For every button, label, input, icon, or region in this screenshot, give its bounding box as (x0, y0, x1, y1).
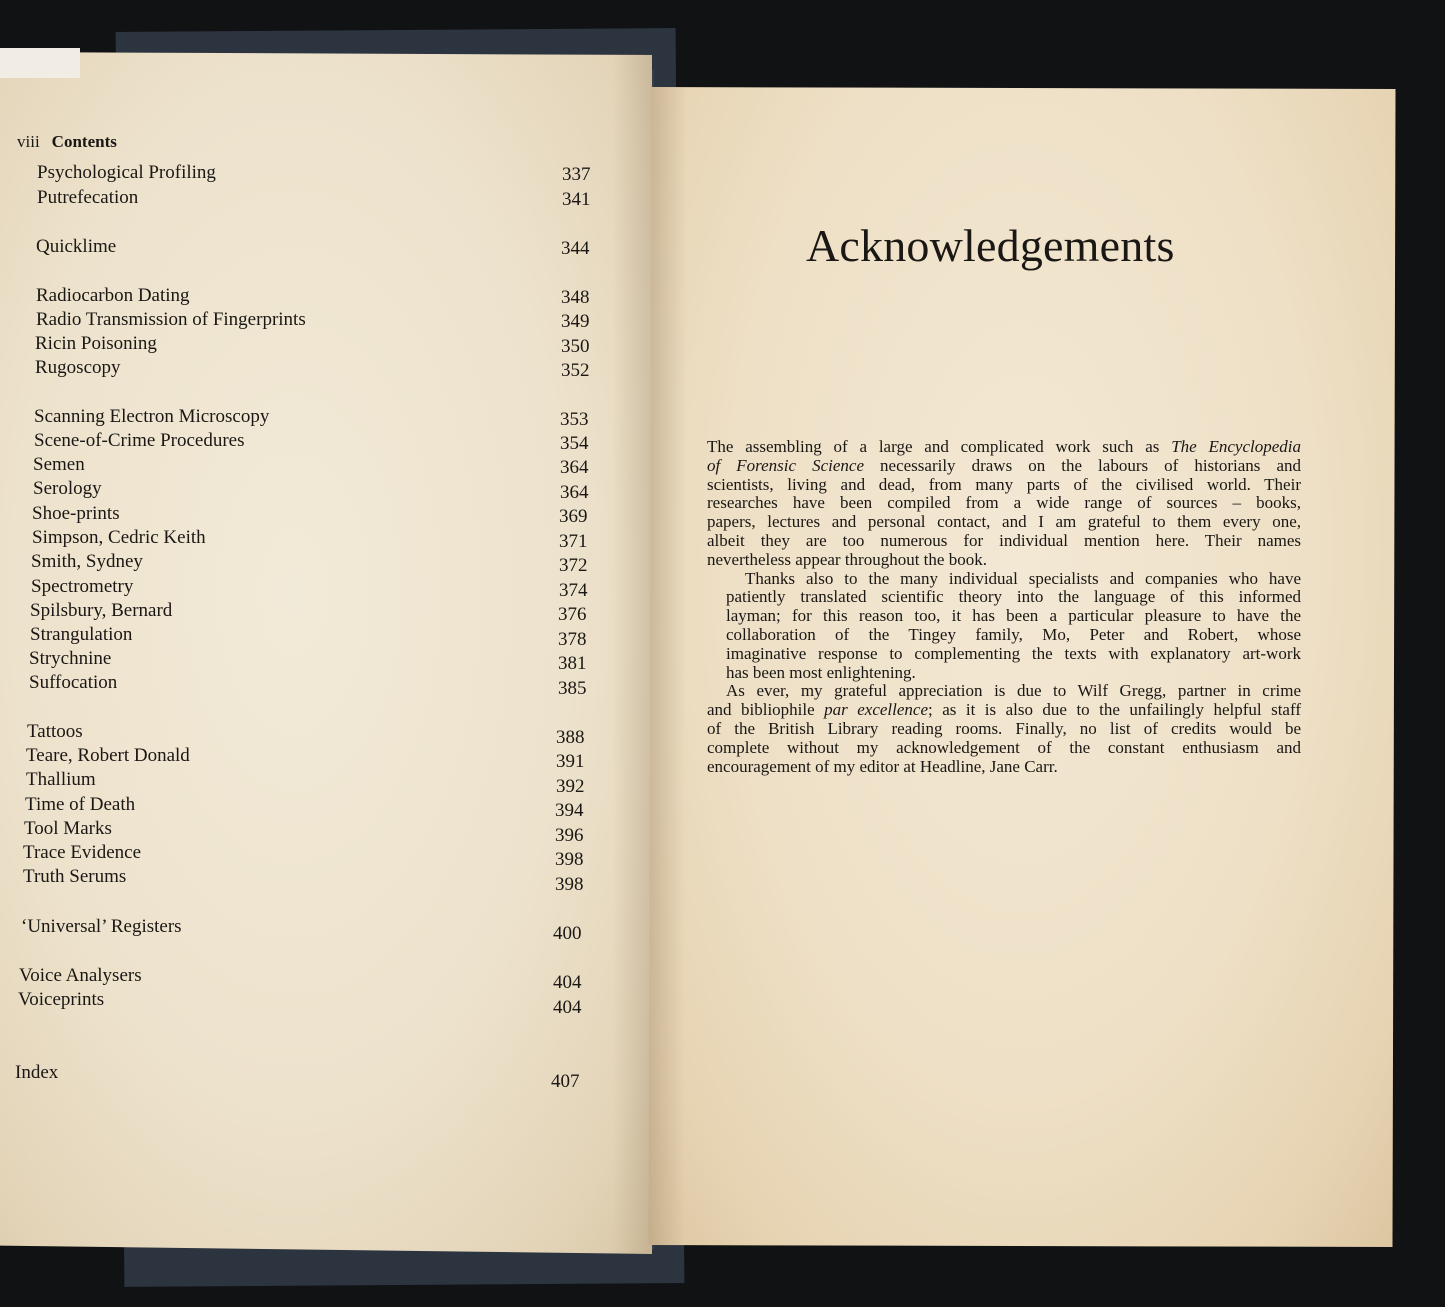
running-head-title: Contents (51, 132, 117, 151)
toc-entry-page-number: 385 (558, 678, 587, 699)
toc-entry-page-number: 394 (555, 800, 584, 821)
toc-entry-page-number: 348 (561, 287, 590, 308)
loose-sheet-corner (0, 48, 80, 78)
toc-entry-title: Shoe-prints (32, 503, 120, 524)
italic-phrase: par excellence (824, 700, 929, 720)
toc-entry-page-number: 407 (551, 1071, 580, 1092)
text-line: albeit they are too numerous for individual mention here. Their names (707, 530, 1301, 550)
toc-entry-page-number: 388 (556, 727, 585, 748)
toc-entry-title: Truth Serums (23, 866, 127, 887)
toc-entry-title: Voiceprints (18, 989, 105, 1010)
text-line: of the British Library reading rooms. Finally, no list of credits would be (707, 718, 1301, 738)
toc-entry-page-number: 381 (558, 653, 587, 674)
toc-entry-title: Serology (33, 478, 102, 499)
toc-entry-page-number: 369 (559, 506, 588, 527)
text-line: encouragement of my editor at Headline, Jane Carr. (707, 756, 1058, 776)
text-line: ; as it is also due to the unfailingly helpful staff (928, 700, 1301, 720)
toc-entry-title: Scene-of-Crime Procedures (34, 430, 245, 451)
toc-entry-title: ‘Universal’ Registers (21, 916, 182, 937)
toc-entry-page-number: 376 (558, 604, 587, 625)
toc-entry-title: Spilsbury, Bernard (30, 600, 173, 621)
toc-entry-page-number: 337 (562, 164, 591, 185)
text-line: and bibliophile (707, 700, 825, 720)
acknowledgements-text (707, 438, 1301, 776)
text-line: imaginative response to complementing the texts with explanatory art-work (726, 643, 1301, 663)
text-line: Thanks also to the many individual specialists and companies who have (745, 568, 1301, 588)
toc-entry-page-number: 350 (561, 336, 590, 357)
paragraph (707, 570, 1301, 683)
toc-entry-title: Strychnine (29, 648, 112, 669)
toc-entry-title: Trace Evidence (23, 842, 141, 863)
toc-entry-title: Tool Marks (24, 818, 112, 839)
toc-entry-title: Thallium (26, 769, 96, 790)
text-line: nevertheless appear throughout the book. (707, 549, 987, 569)
toc-entry-title: Putrefecation (37, 187, 139, 208)
running-head (17, 132, 117, 152)
toc-entry-page-number: 391 (556, 751, 585, 772)
toc-entry-page-number: 372 (559, 555, 588, 576)
toc-entry-title: Radio Transmission of Fingerprints (36, 309, 306, 330)
text-line: layman; for this reason too, it has been a particular pleasure to have the (726, 606, 1301, 626)
toc-entry-page-number: 364 (560, 482, 589, 503)
text-line: necessarily draws on the labours of historians and (864, 455, 1301, 475)
toc-entry-page-number: 404 (553, 997, 582, 1018)
toc-entry-page-number: 349 (561, 311, 590, 332)
toc-entry-page-number: 404 (553, 972, 582, 993)
toc-entry-page-number: 344 (561, 238, 590, 259)
book-title-italic: The Encyclopedia (1171, 437, 1301, 456)
toc-entry-title: Time of Death (25, 794, 136, 815)
toc-entry-page-number: 352 (561, 360, 590, 381)
book-title-italic: of Forensic Science (707, 455, 864, 475)
toc-entry-title: Smith, Sydney (31, 551, 143, 572)
text-line: researches have been compiled from a wide range of sources – books, (707, 493, 1301, 513)
text-line: patiently translated scientific theory into the language of this informed (726, 587, 1301, 607)
toc-entry-page-number: 371 (559, 531, 588, 552)
toc-entry-page-number: 341 (562, 189, 591, 210)
toc-entry-title: Strangulation (30, 624, 133, 645)
toc-entry-page-number: 398 (555, 874, 584, 895)
text-line: The assembling of a large and complicated work such as (707, 437, 1172, 456)
toc-entry-page-number: 354 (560, 433, 589, 454)
paragraph (707, 438, 1301, 570)
toc-entry-page-number: 364 (560, 457, 589, 478)
toc-entry-title: Radiocarbon Dating (36, 285, 190, 306)
toc-entry-title: Scanning Electron Microscopy (34, 406, 270, 427)
toc-entry-title: Teare, Robert Donald (26, 745, 190, 766)
paragraph (707, 682, 1301, 776)
toc-entry-page-number: 396 (555, 825, 584, 846)
toc-entry-title: Tattoos (27, 721, 83, 742)
toc-entry-title: Suffocation (29, 672, 118, 693)
toc-entry-title: Quicklime (36, 236, 117, 257)
text-line: papers, lectures and personal contact, and I am grateful to them every one, (707, 512, 1301, 532)
toc-entry-title: Simpson, Cedric Keith (32, 527, 206, 548)
text-line: has been most enlightening. (726, 662, 916, 682)
toc-entry-title: Spectrometry (31, 576, 134, 597)
toc-entry-page-number: 400 (553, 923, 582, 944)
toc-entry-title: Ricin Poisoning (35, 333, 157, 354)
text-line: As ever, my grateful appreciation is due to Wilf Gregg, partner in crime (726, 681, 1301, 701)
toc-entry-title: Psychological Profiling (37, 162, 216, 183)
toc-entry-title: Rugoscopy (35, 357, 121, 378)
toc-entry-page-number: 353 (560, 409, 589, 430)
text-line: scientists, living and dead, from many parts of the civilised world. Their (707, 474, 1301, 494)
toc-entry-title: Voice Analysers (19, 965, 142, 986)
toc-entry-title: Index (15, 1062, 59, 1083)
toc-entry-page-number: 378 (558, 629, 587, 650)
toc-entry-page-number: 374 (559, 580, 588, 601)
toc-entry-page-number: 398 (555, 849, 584, 870)
text-line: complete without my acknowledgement of the constant enthusiasm and (707, 737, 1301, 757)
toc-entry-page-number: 392 (556, 776, 585, 797)
running-head-page-number: viii (17, 132, 40, 151)
toc-entry-title: Semen (33, 454, 85, 475)
page-title: Acknowledgements (806, 220, 1175, 271)
text-line: collaboration of the Tingey family, Mo, Peter and Robert, whose (726, 624, 1301, 644)
